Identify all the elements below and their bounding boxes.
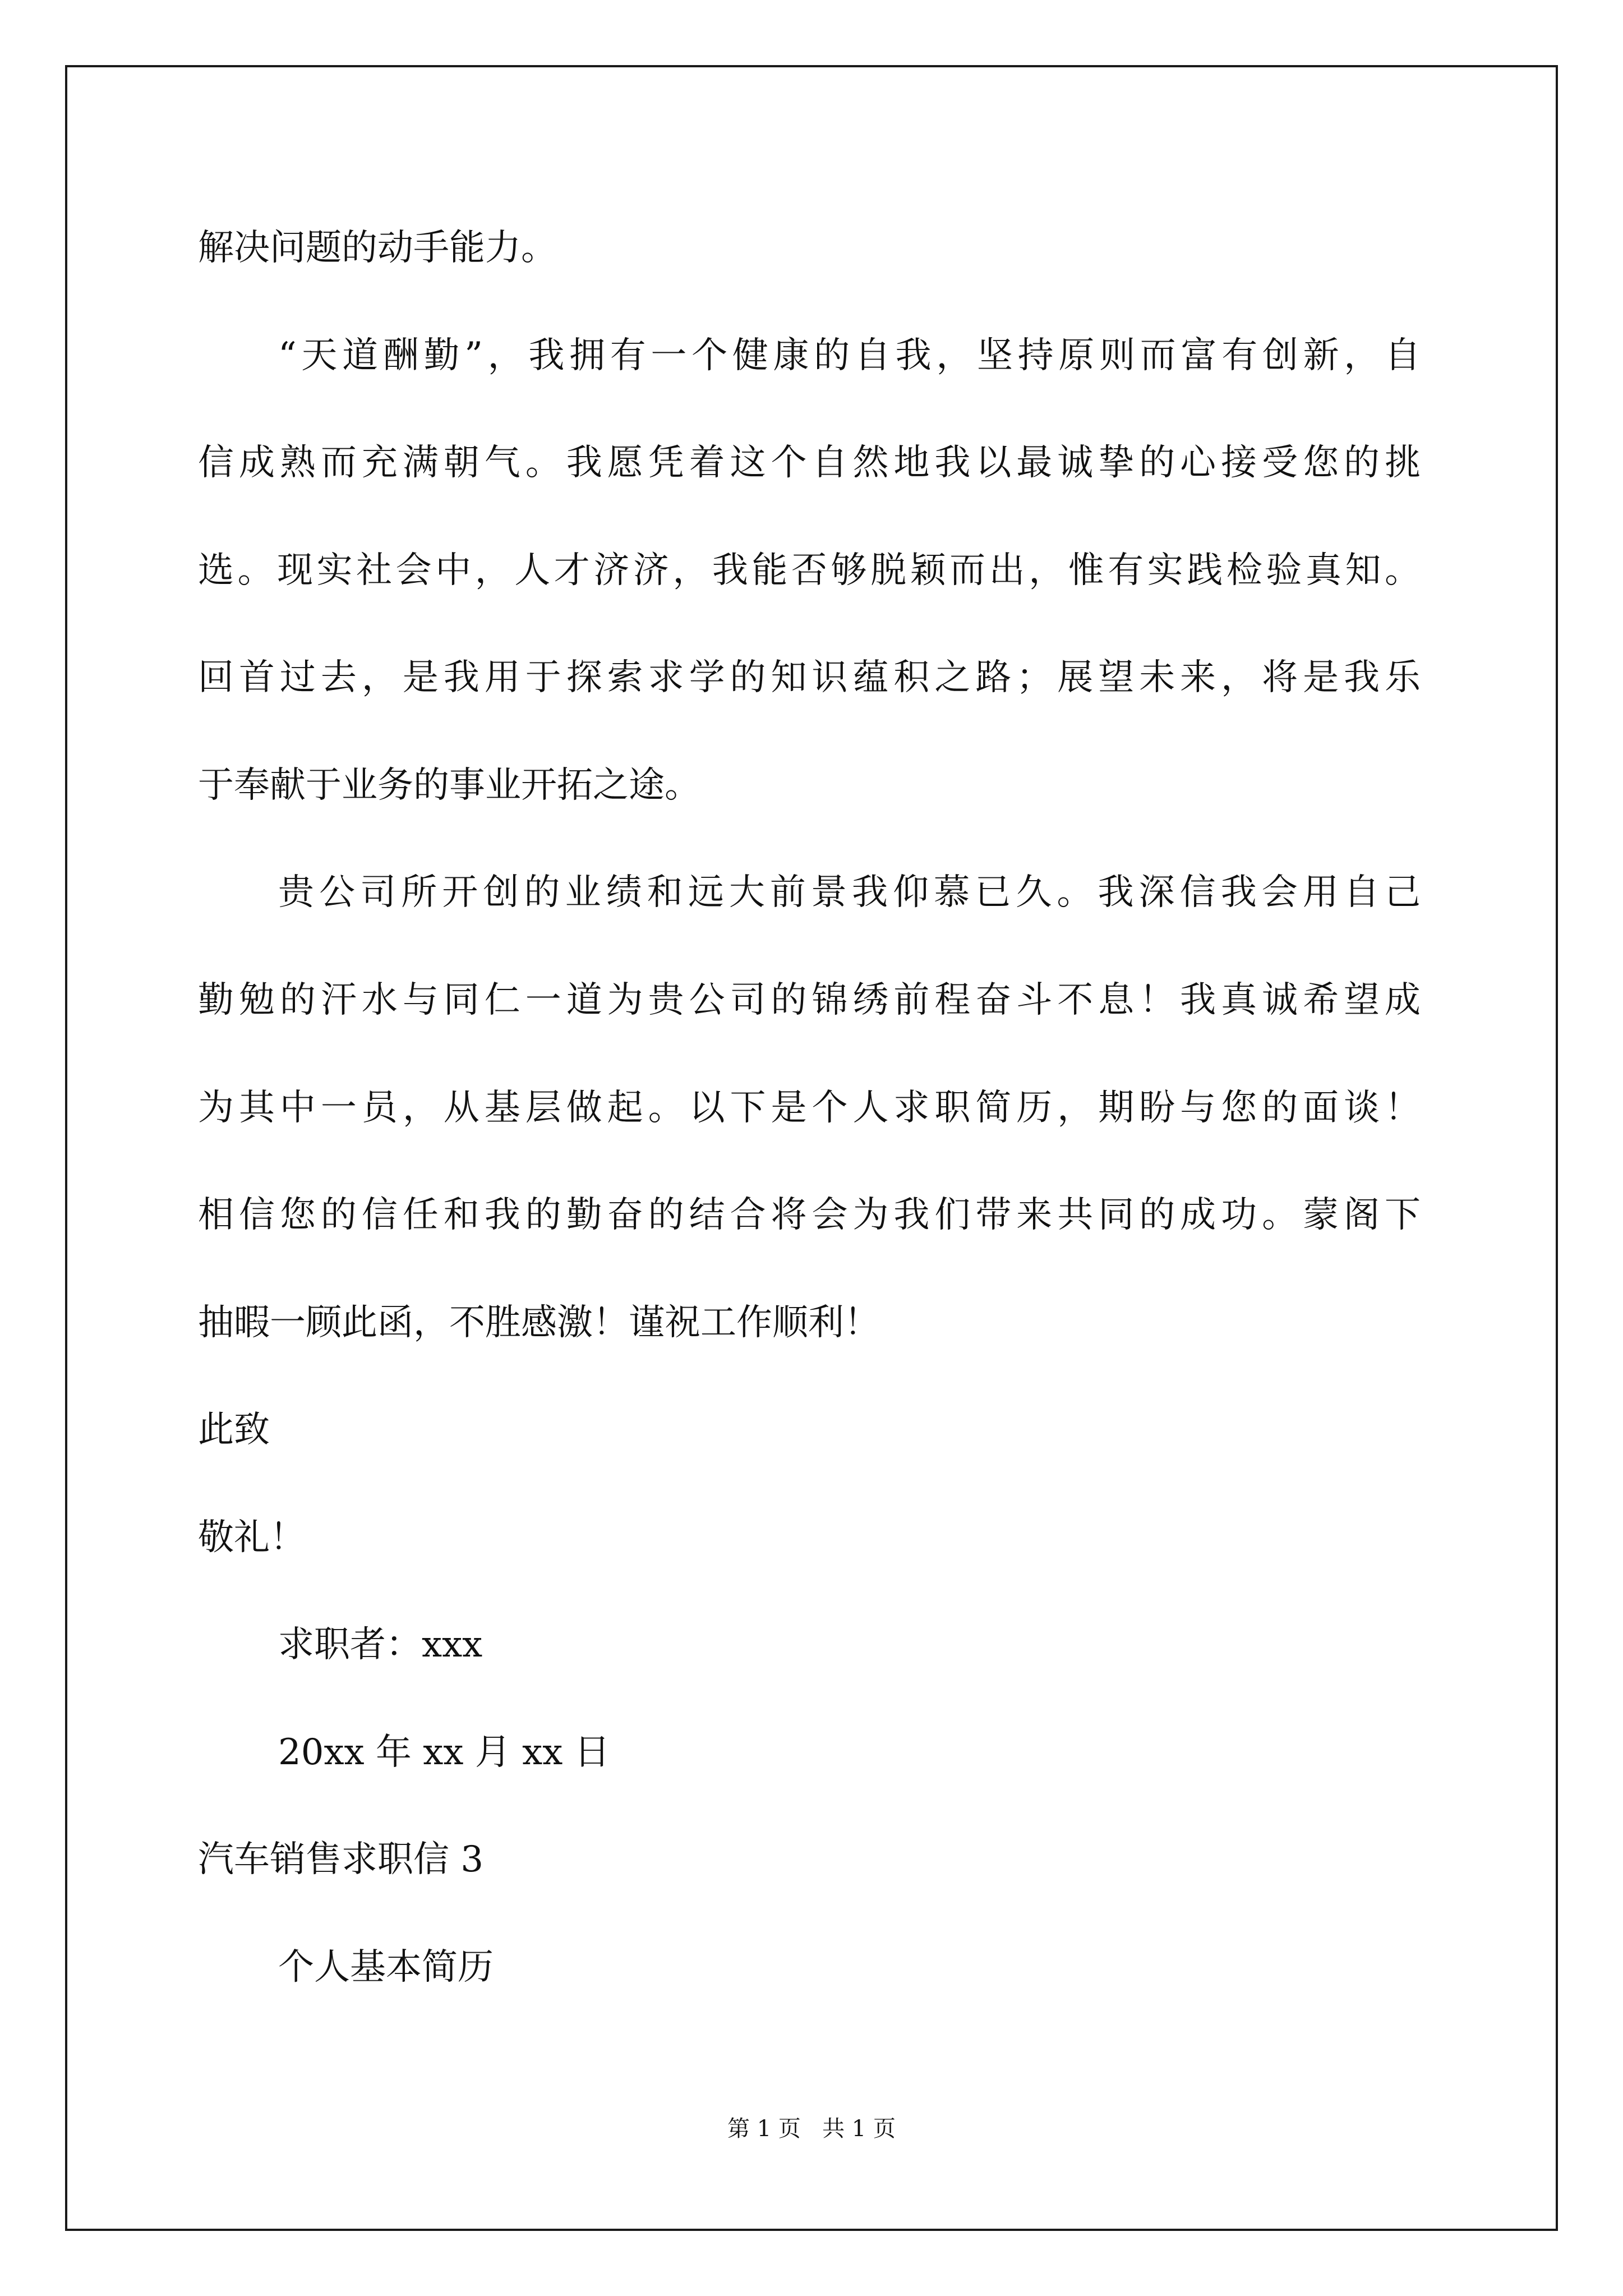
salutation-line: 此致	[198, 1409, 270, 1451]
body-line-2: “天道酬勤”，我拥有一个健康的自我，坚持原则而富有创新，自	[278, 335, 1421, 376]
page-footer: 第 1 页 共 1 页	[727, 2116, 896, 2142]
date-line: 20xx 年 xx 月 xx 日	[278, 1732, 610, 1773]
section-title: 汽车销售求职信 3	[198, 1839, 484, 1880]
subsection-title: 个人基本简历	[278, 1947, 494, 1988]
body-line-1: 解决问题的动手能力。	[198, 227, 557, 269]
body-line-11: 抽暇一顾此函，不胜感激！谨祝工作顺利！	[198, 1302, 880, 1343]
applicant-line: 求职者：xxx	[278, 1624, 483, 1665]
body-line-4: 选。现实社会中，人才济济，我能否够脱颖而出，惟有实践检验真知。	[198, 550, 1421, 591]
page-border	[65, 65, 1558, 2231]
body-line-3: 信成熟而充满朝气。我愿凭着这个自然地我以最诚挚的心接受您的挑	[198, 442, 1421, 484]
body-line-10: 相信您的信任和我的勤奋的结合将会为我们带来共同的成功。蒙阁下	[198, 1194, 1421, 1236]
body-line-8: 勤勉的汗水与同仁一道为贵公司的锦绣前程奋斗不息！我真诚希望成	[198, 979, 1421, 1021]
body-line-9: 为其中一员，从基层做起。以下是个人求职简历，期盼与您的面谈！	[198, 1087, 1421, 1129]
body-line-5: 回首过去，是我用于探索求学的知识蕴积之路；展望未来，将是我乐	[198, 657, 1421, 698]
body-line-7: 贵公司所开创的业绩和远大前景我仰慕已久。我深信我会用自己	[278, 872, 1421, 913]
closing-line: 敬礼！	[198, 1517, 306, 1558]
body-line-6: 于奉献于业务的事业开拓之途。	[198, 765, 700, 806]
